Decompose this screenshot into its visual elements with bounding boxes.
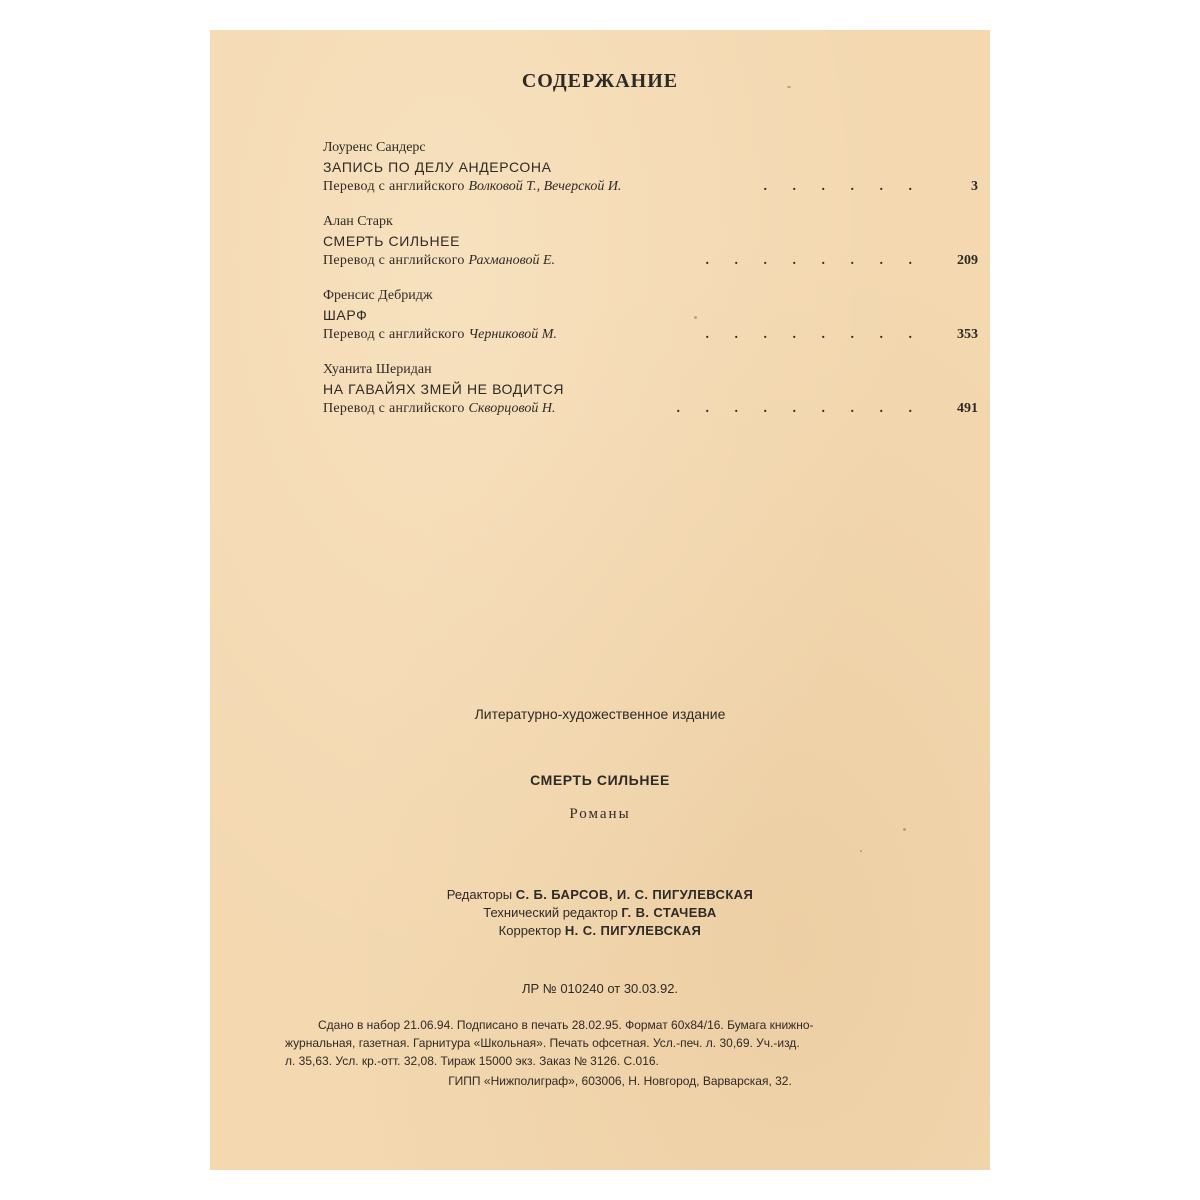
printing-details (285, 1016, 985, 1070)
credit-role: Технический редактор (483, 905, 622, 920)
contents-heading: СОДЕРЖАНИЕ (521, 70, 679, 92)
paper-speck (860, 850, 862, 852)
toc-dot-leader: . . . . . . . . (705, 253, 923, 268)
toc-translation-line (323, 399, 978, 419)
toc-author: Лоуренс Сандерс (323, 140, 426, 155)
credit-names: Н. С. ПИГУЛЕВСКАЯ (564, 923, 702, 938)
toc-translation-prefix: Перевод с английского (323, 179, 469, 194)
toc-translator: Волковой Т., Вечерской И. (468, 179, 622, 194)
toc-translator: Рахмановой Е. (468, 253, 556, 268)
credit-role: Корректор (498, 923, 565, 938)
credit-line (210, 886, 990, 904)
toc-entry (323, 139, 983, 213)
table-of-contents (323, 139, 983, 435)
toc-title: ЗАПИСЬ ПО ДЕЛУ АНДЕРСОНА (323, 159, 552, 175)
paper-speck (787, 86, 791, 88)
toc-entry (323, 287, 983, 361)
toc-title: НА ГАВАЙЯХ ЗМЕЙ НЕ ВОДИТСЯ (323, 381, 565, 397)
toc-translation-line (323, 251, 978, 271)
toc-translation-line (323, 325, 978, 345)
book-genre: Романы (569, 806, 631, 822)
printing-line: журнальная, газетная. Гарнитура «Школьная». Печать офсетная. Усл.-печ. л. 30,69. Уч.-изд. (285, 1036, 800, 1050)
credit-line (210, 904, 990, 922)
edition-type: Литературно-художественное издание (474, 706, 726, 722)
book-page (210, 30, 990, 1170)
toc-translation-line (323, 177, 978, 197)
paper-speck (694, 316, 697, 319)
printer-address: ГИПП «Нижполиграф», 603006, Н. Новгород, Варварская, 32. (448, 1074, 792, 1088)
editorial-credits (210, 886, 990, 940)
toc-translation-prefix: Перевод с английского (323, 253, 469, 268)
toc-dot-leader: . . . . . . . . (705, 327, 923, 342)
printing-line: Сдано в набор 21.06.94. Подписано в печать 28.02.95. Формат 60x84/16. Бумага книжно- (318, 1018, 814, 1032)
toc-translator: Черниковой М. (468, 327, 557, 342)
license-number: ЛР № 010240 от 30.03.92. (521, 981, 679, 996)
toc-page-number: 491 (957, 401, 978, 416)
credit-role: Редакторы (446, 887, 516, 902)
credit-names: С. Б. БАРСОВ, И. С. ПИГУЛЕВСКАЯ (515, 887, 754, 902)
credit-line (210, 922, 990, 940)
toc-translation-prefix: Перевод с английского (323, 327, 469, 342)
toc-dot-leader: . . . . . . (763, 179, 923, 194)
paper-speck (903, 828, 906, 831)
toc-translator: Скворцовой Н. (468, 401, 556, 416)
toc-page-number: 3 (971, 179, 978, 194)
toc-author: Хуанита Шеридан (323, 362, 432, 377)
toc-dot-leader: . . . . . . . . . (676, 401, 923, 416)
toc-entry (323, 361, 983, 435)
credit-names: Г. В. СТАЧЕВА (621, 905, 717, 920)
toc-author: Алан Старк (323, 214, 393, 229)
printing-line: л. 35,63. Усл. кр.-отт. 32,08. Тираж 15000 экз. Заказ № 3126. С.016. (285, 1054, 659, 1068)
toc-author: Френсис Дебридж (323, 288, 433, 303)
book-title: СМЕРТЬ СИЛЬНЕЕ (530, 772, 670, 788)
toc-translation-prefix: Перевод с английского (323, 401, 469, 416)
toc-page-number: 353 (957, 327, 978, 342)
toc-title: ШАРФ (323, 307, 368, 323)
toc-entry (323, 213, 983, 287)
toc-title: СМЕРТЬ СИЛЬНЕЕ (323, 233, 461, 249)
toc-page-number: 209 (957, 253, 978, 268)
